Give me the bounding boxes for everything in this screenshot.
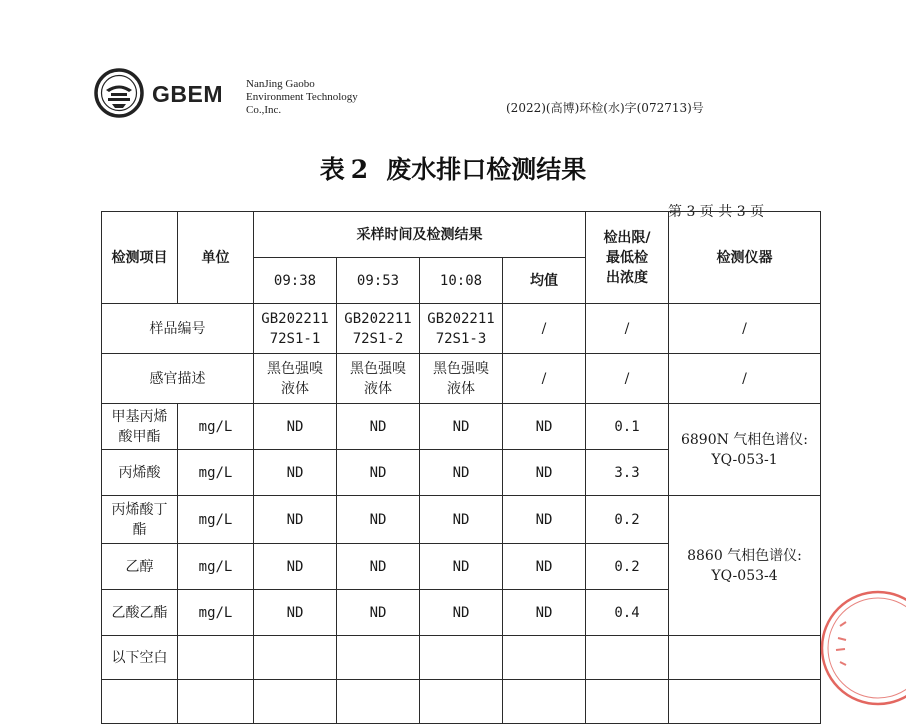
sample-id-line: 72S1-3 (435, 330, 487, 347)
sensory-line: 液体 (447, 380, 475, 397)
sample-id-line: GB202211 (344, 310, 412, 327)
header-limit-line: 检出限/ (603, 229, 651, 246)
item-name (102, 496, 178, 544)
instrument-line: YQ-053-4 (711, 567, 778, 584)
blank-cell (337, 680, 420, 724)
header-item: 检测项目 (102, 212, 178, 304)
blank-cell (254, 680, 337, 724)
sample-id-cell (420, 304, 503, 354)
result-value: ND (254, 450, 337, 496)
sensory-line: 黑色强嗅 (267, 360, 323, 377)
company-line: Co.,Inc. (246, 104, 282, 116)
result-value: ND (420, 544, 503, 590)
sample-id-cell (254, 304, 337, 354)
sensory-instrument: / (669, 354, 821, 404)
blank-cell (420, 680, 503, 724)
item-line: 丙烯酸丁 (111, 501, 168, 518)
blank-cell (102, 680, 178, 724)
result-value: ND (420, 450, 503, 496)
detection-limit: 0.2 (586, 496, 669, 544)
header-sampling: 采样时间及检测结果 (254, 212, 586, 258)
item-line: 甲基丙烯 (111, 408, 168, 425)
result-value: ND (337, 404, 420, 450)
sample-id-instrument: / (669, 304, 821, 354)
sensory-line: 黑色强嗅 (433, 360, 489, 377)
result-mean: ND (503, 590, 586, 636)
red-seal-stamp (818, 588, 906, 708)
blank-cell (337, 636, 420, 680)
report-reference: (2022)(高博)环检(水)字(072713)号 (506, 101, 704, 115)
sample-id-line: GB202211 (261, 310, 329, 327)
result-value: ND (254, 590, 337, 636)
company-line: Environment Technology (246, 91, 358, 103)
results-table (101, 211, 821, 724)
sample-id-row (102, 304, 821, 354)
detection-limit: 0.4 (586, 590, 669, 636)
blank-label: 以下空白 (102, 636, 178, 680)
header-row (102, 212, 821, 258)
result-mean: ND (503, 404, 586, 450)
blank-cell (503, 636, 586, 680)
item-unit: mg/L (178, 496, 254, 544)
gbem-logo (94, 68, 144, 118)
item-unit: mg/L (178, 544, 254, 590)
result-value: ND (254, 496, 337, 544)
result-mean: ND (503, 544, 586, 590)
page-title (0, 150, 906, 186)
result-value: ND (337, 590, 420, 636)
result-mean: ND (503, 496, 586, 544)
letterhead (94, 68, 814, 128)
sensory-line: 液体 (281, 380, 309, 397)
result-value: ND (420, 590, 503, 636)
result-value: ND (337, 544, 420, 590)
blank-cell (254, 636, 337, 680)
brand-name: GBEM (152, 81, 223, 107)
sample-id-cell (337, 304, 420, 354)
item-name (102, 404, 178, 450)
blank-cell (586, 636, 669, 680)
instrument-cell (669, 496, 821, 636)
table-row (102, 404, 821, 450)
result-value: ND (337, 496, 420, 544)
blank-cell (178, 680, 254, 724)
instrument-line: 8860 气相色谱仪: (687, 547, 802, 564)
blank-cell (586, 680, 669, 724)
blank-cell (669, 680, 821, 724)
detection-limit: 0.2 (586, 544, 669, 590)
item-name: 乙酸乙酯 (102, 590, 178, 636)
result-mean: ND (503, 450, 586, 496)
detection-limit: 3.3 (586, 450, 669, 496)
detection-limit: 0.1 (586, 404, 669, 450)
instrument-cell (669, 404, 821, 496)
header-limit-line: 最低检 (606, 249, 648, 266)
table-row (102, 496, 821, 544)
blank-cell (178, 636, 254, 680)
instrument-line: 6890N 气相色谱仪: (680, 431, 809, 448)
item-unit: mg/L (178, 450, 254, 496)
result-value: ND (337, 450, 420, 496)
blank-cell (669, 636, 821, 680)
title-prefix: 表 (319, 155, 345, 184)
page-number: 第 3 页 共 3 页 (668, 204, 765, 220)
header-unit: 单位 (178, 212, 254, 304)
sensory-limit: / (586, 354, 669, 404)
sample-id-line: 72S1-2 (352, 330, 404, 347)
sample-id-line: GB202211 (427, 310, 495, 327)
header-limit (586, 212, 669, 304)
header-limit-line: 出浓度 (606, 269, 648, 286)
result-value: ND (254, 544, 337, 590)
result-value: ND (254, 404, 337, 450)
header-time: 09:38 (254, 258, 337, 304)
sample-id-mean: / (503, 304, 586, 354)
company-line: NanJing Gaobo (246, 78, 315, 90)
title-number: 2 (350, 155, 369, 184)
item-unit: mg/L (178, 404, 254, 450)
title-text: 废水排口检测结果 (386, 155, 587, 184)
header-time: 10:08 (420, 258, 503, 304)
result-value: ND (420, 404, 503, 450)
blank-row (102, 680, 821, 724)
item-name: 丙烯酸 (102, 450, 178, 496)
item-name: 乙醇 (102, 544, 178, 590)
item-line: 酯 (132, 521, 147, 538)
blank-cell (503, 680, 586, 724)
company-name (246, 78, 358, 117)
sample-id-line: 72S1-1 (269, 330, 321, 347)
sensory-cell (337, 354, 420, 404)
sensory-line: 黑色强嗅 (350, 360, 406, 377)
sensory-line: 液体 (364, 380, 392, 397)
blank-cell (420, 636, 503, 680)
sample-id-label: 样品编号 (102, 304, 254, 354)
sensory-row (102, 354, 821, 404)
sensory-label: 感官描述 (102, 354, 254, 404)
sensory-mean: / (503, 354, 586, 404)
sensory-cell (420, 354, 503, 404)
header-mean: 均值 (503, 258, 586, 304)
result-value: ND (420, 496, 503, 544)
instrument-line: YQ-053-1 (711, 451, 778, 468)
blank-row (102, 636, 821, 680)
header-instrument: 检测仪器 (669, 212, 821, 304)
header-time: 09:53 (337, 258, 420, 304)
sample-id-limit: / (586, 304, 669, 354)
item-unit: mg/L (178, 590, 254, 636)
item-line: 酸甲酯 (118, 428, 161, 445)
sensory-cell (254, 354, 337, 404)
